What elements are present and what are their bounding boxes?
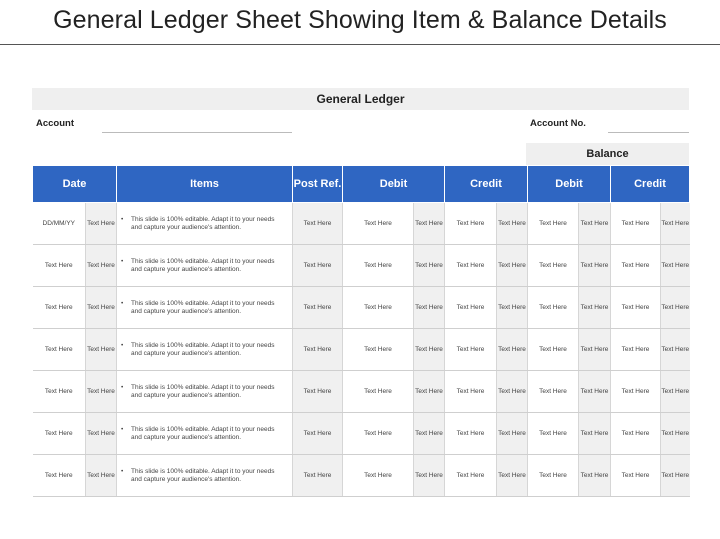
item-text: This slide is 100% editable. Adapt it to your needs and capture your audience's attention. bbox=[131, 257, 275, 273]
date-ref-cell: Text Here bbox=[86, 203, 117, 245]
post-ref-cell: Text Here bbox=[293, 203, 343, 245]
balance-credit-cell: Text Here bbox=[611, 413, 661, 455]
item-cell bbox=[117, 455, 293, 497]
post-ref-cell: Text Here bbox=[293, 371, 343, 413]
item-cell bbox=[117, 245, 293, 287]
item-cell bbox=[117, 371, 293, 413]
balance-debit-ref-cell: Text Here bbox=[579, 455, 611, 497]
debit-ref-cell: Text Here bbox=[414, 203, 445, 245]
page-title: General Ledger Sheet Showing Item & Balance Details bbox=[53, 6, 667, 34]
table-row bbox=[33, 329, 690, 371]
debit-cell: Text Here bbox=[343, 329, 414, 371]
post-ref-cell: Text Here bbox=[293, 413, 343, 455]
date-cell: Text Here bbox=[33, 413, 86, 455]
balance-credit-cell: Text Here bbox=[611, 455, 661, 497]
credit-ref-cell: Text Here bbox=[497, 371, 528, 413]
date-ref-cell: Text Here bbox=[86, 287, 117, 329]
debit-cell: Text Here bbox=[343, 413, 414, 455]
column-header-date: Date bbox=[33, 166, 117, 203]
balance-credit-ref-cell: Text Here bbox=[661, 371, 690, 413]
balance-credit-ref-cell: Text Here bbox=[661, 455, 690, 497]
date-ref-cell: Text Here bbox=[86, 371, 117, 413]
date-ref-cell: Text Here bbox=[86, 455, 117, 497]
account-label: Account bbox=[36, 118, 74, 129]
column-header-credit: Credit bbox=[445, 166, 528, 203]
item-cell bbox=[117, 287, 293, 329]
debit-ref-cell: Text Here bbox=[414, 329, 445, 371]
balance-debit-cell: Text Here bbox=[528, 329, 579, 371]
bullet-icon: • bbox=[121, 467, 124, 475]
debit-cell: Text Here bbox=[343, 287, 414, 329]
bullet-icon: • bbox=[121, 299, 124, 307]
date-cell: Text Here bbox=[33, 455, 86, 497]
debit-cell: Text Here bbox=[343, 203, 414, 245]
credit-ref-cell: Text Here bbox=[497, 203, 528, 245]
date-cell: Text Here bbox=[33, 287, 86, 329]
balance-debit-ref-cell: Text Here bbox=[579, 287, 611, 329]
item-text: This slide is 100% editable. Adapt it to your needs and capture your audience's attention. bbox=[131, 467, 275, 483]
balance-debit-ref-cell: Text Here bbox=[579, 245, 611, 287]
balance-debit-cell: Text Here bbox=[528, 203, 579, 245]
balance-credit-cell: Text Here bbox=[611, 371, 661, 413]
bullet-icon: • bbox=[121, 341, 124, 349]
balance-credit-ref-cell: Text Here bbox=[661, 203, 690, 245]
balance-credit-ref-cell: Text Here bbox=[661, 287, 690, 329]
account-no-label: Account No. bbox=[530, 118, 586, 129]
column-header-balance-credit: Credit bbox=[611, 166, 690, 203]
date-cell: Text Here bbox=[33, 371, 86, 413]
balance-credit-ref-cell: Text Here bbox=[661, 329, 690, 371]
item-text: This slide is 100% editable. Adapt it to your needs and capture your audience's attention. bbox=[131, 341, 275, 357]
post-ref-cell: Text Here bbox=[293, 287, 343, 329]
ledger-body bbox=[33, 203, 690, 497]
table-row bbox=[33, 371, 690, 413]
table-row bbox=[33, 287, 690, 329]
balance-debit-ref-cell: Text Here bbox=[579, 203, 611, 245]
balance-debit-cell: Text Here bbox=[528, 371, 579, 413]
ledger-header-row bbox=[33, 166, 690, 203]
balance-credit-ref-cell: Text Here bbox=[661, 245, 690, 287]
balance-credit-cell: Text Here bbox=[611, 287, 661, 329]
item-text: This slide is 100% editable. Adapt it to your needs and capture your audience's attention. bbox=[131, 383, 275, 399]
credit-cell: Text Here bbox=[445, 413, 497, 455]
debit-ref-cell: Text Here bbox=[414, 245, 445, 287]
bullet-icon: • bbox=[121, 215, 124, 223]
balance-credit-cell: Text Here bbox=[611, 203, 661, 245]
account-no-field-line bbox=[608, 132, 689, 133]
column-header-debit: Debit bbox=[343, 166, 445, 203]
bullet-icon: • bbox=[121, 383, 124, 391]
date-cell: Text Here bbox=[33, 329, 86, 371]
balance-credit-cell: Text Here bbox=[611, 329, 661, 371]
balance-debit-ref-cell: Text Here bbox=[579, 329, 611, 371]
credit-cell: Text Here bbox=[445, 287, 497, 329]
credit-cell: Text Here bbox=[445, 329, 497, 371]
title-divider bbox=[0, 44, 720, 45]
date-cell: DD/MM/YY bbox=[33, 203, 86, 245]
debit-cell: Text Here bbox=[343, 245, 414, 287]
balance-debit-cell: Text Here bbox=[528, 413, 579, 455]
ledger-table bbox=[32, 165, 690, 497]
post-ref-cell: Text Here bbox=[293, 245, 343, 287]
balance-debit-ref-cell: Text Here bbox=[579, 413, 611, 455]
credit-cell: Text Here bbox=[445, 245, 497, 287]
balance-credit-ref-cell: Text Here bbox=[661, 413, 690, 455]
column-header-items: Items bbox=[117, 166, 293, 203]
balance-heading: Balance bbox=[526, 143, 689, 165]
credit-ref-cell: Text Here bbox=[497, 245, 528, 287]
balance-credit-cell: Text Here bbox=[611, 245, 661, 287]
credit-cell: Text Here bbox=[445, 371, 497, 413]
column-header-balance-debit: Debit bbox=[528, 166, 611, 203]
ledger-heading: General Ledger bbox=[32, 88, 689, 110]
balance-debit-cell: Text Here bbox=[528, 455, 579, 497]
debit-ref-cell: Text Here bbox=[414, 413, 445, 455]
balance-debit-ref-cell: Text Here bbox=[579, 371, 611, 413]
post-ref-cell: Text Here bbox=[293, 455, 343, 497]
item-cell bbox=[117, 203, 293, 245]
balance-debit-cell: Text Here bbox=[528, 245, 579, 287]
debit-cell: Text Here bbox=[343, 371, 414, 413]
item-text: This slide is 100% editable. Adapt it to your needs and capture your audience's attention. bbox=[131, 299, 275, 315]
debit-ref-cell: Text Here bbox=[414, 287, 445, 329]
post-ref-cell: Text Here bbox=[293, 329, 343, 371]
item-text: This slide is 100% editable. Adapt it to your needs and capture your audience's attention. bbox=[131, 425, 275, 441]
date-ref-cell: Text Here bbox=[86, 245, 117, 287]
debit-ref-cell: Text Here bbox=[414, 371, 445, 413]
column-header-post-ref: Post Ref. bbox=[293, 166, 343, 203]
item-cell bbox=[117, 413, 293, 455]
date-ref-cell: Text Here bbox=[86, 413, 117, 455]
bullet-icon: • bbox=[121, 257, 124, 265]
credit-cell: Text Here bbox=[445, 203, 497, 245]
table-row bbox=[33, 413, 690, 455]
table-row bbox=[33, 245, 690, 287]
balance-debit-cell: Text Here bbox=[528, 287, 579, 329]
debit-cell: Text Here bbox=[343, 455, 414, 497]
item-text: This slide is 100% editable. Adapt it to your needs and capture your audience's attention. bbox=[131, 215, 275, 231]
credit-ref-cell: Text Here bbox=[497, 413, 528, 455]
date-cell: Text Here bbox=[33, 245, 86, 287]
credit-ref-cell: Text Here bbox=[497, 287, 528, 329]
debit-ref-cell: Text Here bbox=[414, 455, 445, 497]
date-ref-cell: Text Here bbox=[86, 329, 117, 371]
bullet-icon: • bbox=[121, 425, 124, 433]
item-cell bbox=[117, 329, 293, 371]
table-row bbox=[33, 455, 690, 497]
credit-cell: Text Here bbox=[445, 455, 497, 497]
table-row bbox=[33, 203, 690, 245]
credit-ref-cell: Text Here bbox=[497, 455, 528, 497]
account-field-line bbox=[102, 132, 292, 133]
credit-ref-cell: Text Here bbox=[497, 329, 528, 371]
